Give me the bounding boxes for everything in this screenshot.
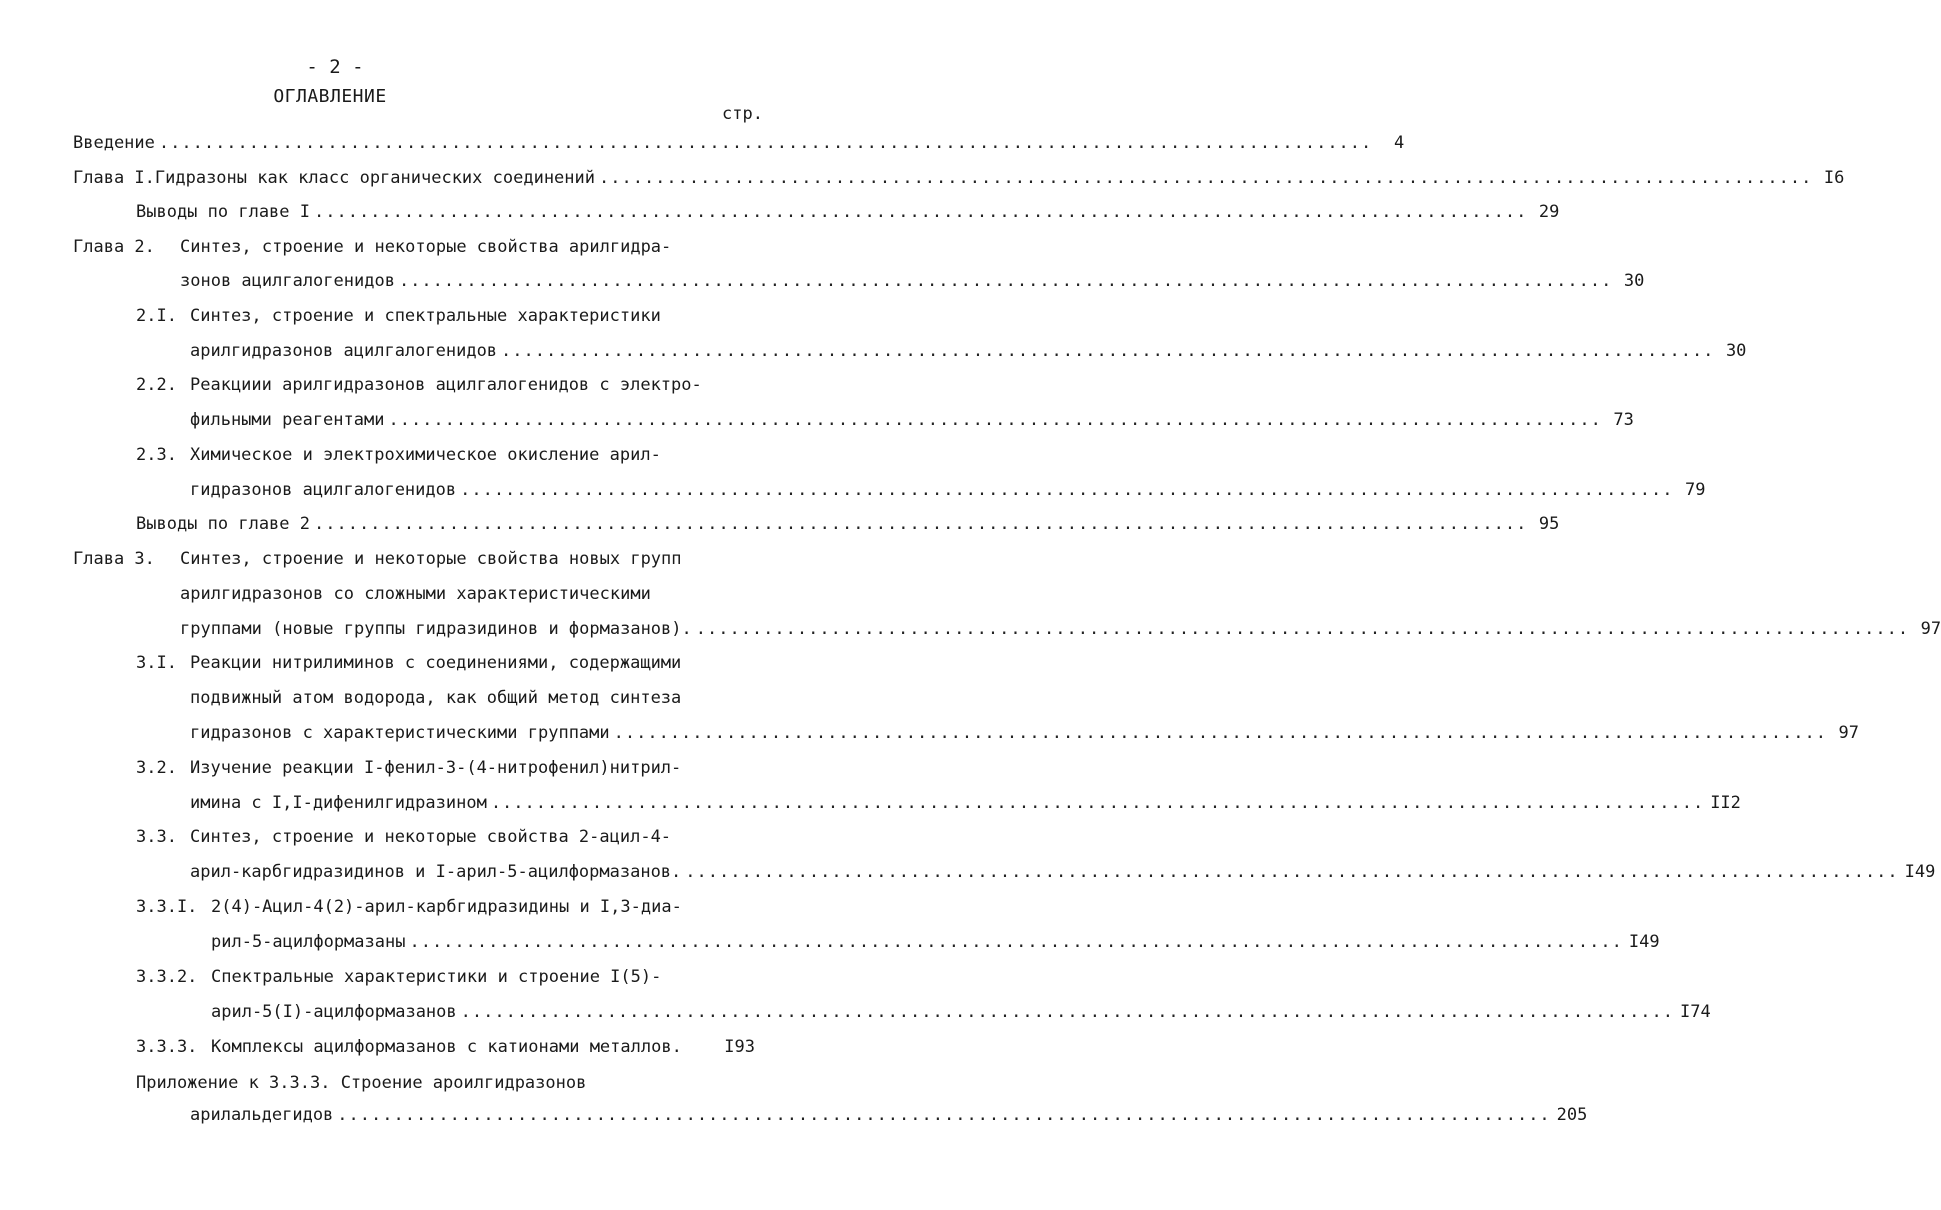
- appendix-title-line2: арилальдегидов: [190, 1105, 334, 1125]
- section-title-line1: Реакциии арилгидразонов ацилгалогенидов с электро-: [190, 375, 702, 395]
- dot-leader: ............................................................................................................: [501, 341, 1715, 361]
- toc-entry-text: Выводы по главе 2: [136, 514, 310, 534]
- dot-leader: ............................................................................................................: [337, 1105, 1551, 1125]
- subsection-title-line2: рил-5-ацилформазаны: [211, 932, 406, 952]
- chapter-2-title-line1: Синтез, строение и некоторые свойства арилгидра-: [180, 237, 672, 257]
- chapter-3-title-line1: Синтез, строение и некоторые свойства новых групп: [180, 549, 682, 569]
- appendix-title-line1: Приложение к 3.3.3. Строение ароилгидразонов: [136, 1073, 587, 1093]
- section-number: 2.2.: [136, 375, 177, 395]
- page-column-label: стр.: [722, 104, 763, 124]
- section-number: 3.3.: [136, 827, 177, 847]
- toc-page-number: I74: [1680, 1002, 1711, 1022]
- toc-page-number: I6: [1823, 168, 1845, 188]
- toc-page-number: 97: [1838, 723, 1860, 743]
- toc-entry-chapter-3: [180, 618, 1941, 640]
- dot-leader: ............................................................................................................: [613, 723, 1828, 743]
- toc-page-number: I93: [724, 1037, 755, 1057]
- dot-leader: ............................................................................................................: [314, 202, 1528, 222]
- toc-page-number: 73: [1613, 410, 1634, 430]
- section-number: 2.3.: [136, 445, 177, 465]
- toc-page-number: 30: [1725, 341, 1747, 361]
- page-number: - 2 -: [306, 56, 364, 78]
- page-title: ОГЛАВЛЕНИЕ: [273, 86, 387, 107]
- section-title-line2: имина с I,I-дифенилгидразином: [190, 793, 487, 813]
- toc-entry-text: Гидразоны как класс органических соединений: [154, 168, 595, 188]
- toc-entry-appendix: [190, 1104, 1588, 1126]
- toc-entry-chapter-2: [180, 270, 1645, 292]
- toc-page-number: 79: [1685, 480, 1706, 500]
- toc-entry-chapter-1-conclusions: [136, 201, 1560, 223]
- dot-leader: ............................................................................................................: [685, 862, 1899, 882]
- toc-entry-subsection-3-3-2: [211, 1001, 1711, 1023]
- section-number: 3.I.: [136, 653, 177, 673]
- section-title-line1: Изучение реакции I-фенил-3-(4-нитрофенил)нитрил-: [190, 758, 682, 778]
- toc-entry-intro: [73, 132, 1405, 154]
- toc-entry-section-2-3: [190, 479, 1706, 501]
- dot-leader: ............................................................................................................: [314, 514, 1528, 534]
- chapter-3-label: Глава 3.: [73, 549, 155, 569]
- toc-entry-chapter-2-conclusions: [136, 513, 1560, 535]
- toc-page-number: 97: [1920, 619, 1941, 639]
- section-title-line2: фильными реагентами: [190, 410, 385, 430]
- toc-entry-section-3-3: [190, 861, 1936, 883]
- chapter-3-title-line3: группами (новые группы гидразидинов и формазанов).: [180, 619, 692, 639]
- toc-entry-section-2-2: [190, 409, 1634, 431]
- section-title-line1: Реакции нитрилиминов с соединениями, содержащими: [190, 653, 682, 673]
- toc-page-number: II2: [1710, 793, 1741, 813]
- chapter-label: Глава I.: [73, 168, 155, 188]
- toc-page-number: 205: [1556, 1105, 1588, 1125]
- toc-entry-text: Выводы по главе I: [136, 202, 310, 222]
- toc-entry-chapter-1: [73, 167, 1845, 189]
- subsection-title-line2: арил-5(I)-ацилформазанов: [211, 1002, 457, 1022]
- section-title-line1: Синтез, строение и спектральные характеристики: [190, 306, 661, 326]
- chapter-2-label: Глава 2.: [73, 237, 155, 257]
- toc-page-number: 30: [1623, 271, 1645, 291]
- chapter-3-title-line2: арилгидразонов со сложными характеристическими: [180, 584, 651, 604]
- toc-page-number: 4: [1394, 133, 1405, 153]
- section-title-line2: подвижный атом водорода, как общий метод синтеза: [190, 688, 682, 708]
- dot-leader: ............................................................................................................: [460, 1002, 1675, 1022]
- section-title-line2: гидразонов ацилгалогенидов: [190, 480, 457, 500]
- toc-page-number: 95: [1538, 514, 1560, 534]
- section-number: 2.I.: [136, 306, 177, 326]
- section-title-line3: гидразонов с характеристическими группами: [190, 723, 610, 743]
- toc-entry-section-3-2: [190, 792, 1741, 814]
- section-title-line2: арил-карбгидразидинов и I-арил-5-ацилформазанов.: [190, 862, 682, 882]
- toc-page-number: I49: [1904, 862, 1936, 882]
- section-title-line2: арилгидразонов ацилгалогенидов: [190, 341, 498, 361]
- dot-leader: ............................................................................................................: [460, 480, 1674, 500]
- dot-leader: ............................................................................................................: [398, 271, 1613, 291]
- section-title-line1: Химическое и электрохимическое окисление арил-: [190, 445, 661, 465]
- toc-entry-section-3-1: [190, 722, 1860, 744]
- section-title-line1: Синтез, строение и некоторые свойства 2-ацил-4-: [190, 827, 672, 847]
- subsection-number: 3.3.3.: [136, 1037, 198, 1057]
- dot-leader: ............................................................................................................: [388, 410, 1602, 430]
- toc-page-number: 29: [1538, 202, 1560, 222]
- subsection-title-line1: Комплексы ацилформазанов с катионами металлов.: [211, 1037, 682, 1057]
- toc-page-number: I49: [1628, 932, 1660, 952]
- toc-entry-text: Введение: [73, 133, 155, 153]
- subsection-title-line1: Спектральные характеристики и строение I(5)-: [211, 967, 662, 987]
- dot-leader: ............................................................................................................: [158, 133, 1373, 153]
- subsection-number: 3.3.2.: [136, 967, 198, 987]
- toc-entry-section-2-1: [190, 340, 1747, 362]
- dot-leader: ............................................................................................................: [409, 932, 1623, 952]
- dot-leader: ............................................................................................................: [695, 619, 1910, 639]
- toc-entry-subsection-3-3-1: [211, 931, 1660, 953]
- chapter-2-title-line2: зонов ацилгалогенидов: [180, 271, 395, 291]
- dot-leader: ............................................................................................................: [599, 168, 1813, 188]
- subsection-title-line1: 2(4)-Ацил-4(2)-арил-карбгидразидины и I,3-диа-: [211, 897, 682, 917]
- toc-entry-subsection-3-3-3: [136, 1036, 755, 1058]
- subsection-number: 3.3.I.: [136, 897, 198, 917]
- dot-leader: ............................................................................................................: [490, 793, 1705, 813]
- section-number: 3.2.: [136, 758, 177, 778]
